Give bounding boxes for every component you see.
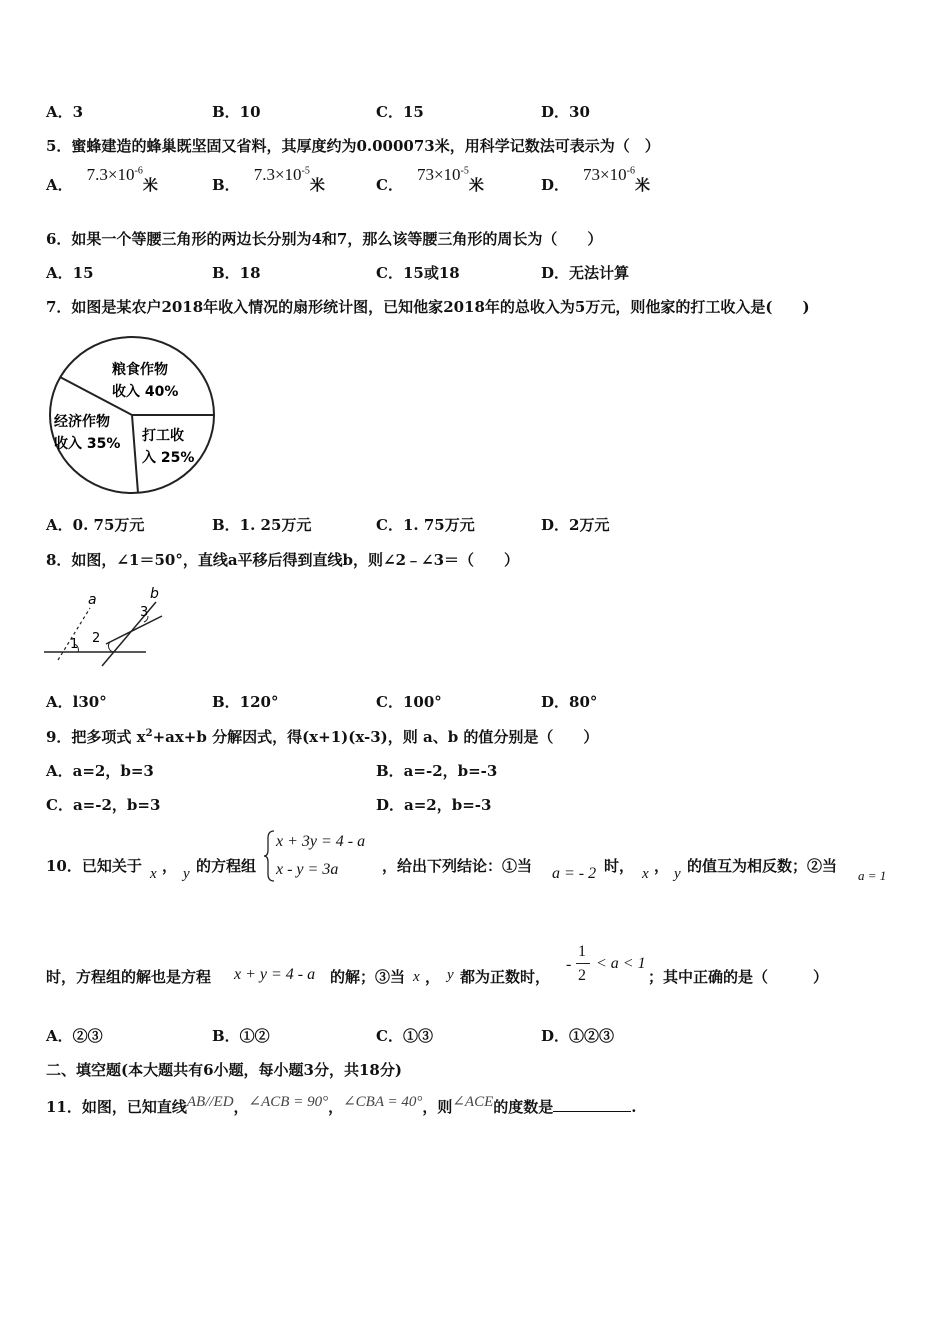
q10-system-label: 的方程组 [196,857,257,875]
q4-option-d: D．30 [541,103,590,121]
angle-2-arc [108,642,114,652]
q11-angle-acb: ∠ACB = 90° [248,1094,329,1110]
q10-comma2: ， [654,857,670,875]
transversal [106,616,162,644]
q9-option-b: B．a=-2，b=-3 [376,762,498,780]
q6-stem: 6．如果一个等腰三角形的两边长分别为4和7，那么该等腰三角形的周长为（ ） [46,230,603,248]
q9-option-c: C．a=-2，b=3 [46,796,161,814]
q10-frac-den: 2 [578,967,586,984]
q10-frac-neg: - [566,956,572,973]
pie-divider-3 [132,415,138,493]
q10-line2-b: 的解；③当 [330,968,406,986]
q5-option-c: C．$73\times 10^{-5}$米 [376,165,484,194]
pie-label-labor-2: 入 25% [142,450,195,466]
q6-option-d: D．无法计算 [541,264,630,282]
q9-stem: 9．把多项式 $x^2+ax+b$ 分解因式，得(x+1)(x-3)，则 a、b 的值分别是（ ） [46,728,599,746]
q8-option-c: C．100° [376,693,442,711]
q10-frac-bar [576,963,590,964]
q4-option-a: A．3 [46,103,84,121]
q10-frac-num: 1 [578,943,586,960]
q10-var-x2: x [642,866,649,882]
q10-cond2: a = 1 [858,868,887,883]
fig-label-1: 1 [70,637,79,652]
q10-when: 时， [604,857,635,875]
q10-var-y3: y [447,967,454,983]
answer-blank [553,1097,631,1112]
fig-label-2: 2 [92,631,101,646]
fig-label-b: b [150,586,159,602]
q10-option-b: B．①② [212,1027,270,1045]
pie-chart [44,334,224,500]
q8-option-a: A．l30° [46,693,107,711]
q5-option-b: B．$7.3\times 10^{-5}$米 [212,165,325,194]
pie-label-cash-1: 经济作物 [54,414,110,430]
fig-label-a: a [88,592,97,608]
q10-line2-a: 时，方程组的解也是方程 [46,968,212,986]
q10-conclusions-intro: ，给出下列结论：①当 [382,857,533,875]
q10-option-c: C．①③ [376,1027,433,1045]
q8-stem: 8．如图，∠1＝50°，直线a平移后得到直线b，则∠2﹣∠3＝（ ） [46,551,520,569]
q4-option-c: C．15 [376,103,424,121]
q10-comma3: ， [425,968,441,986]
q11-angle-cba: ∠CBA = 40° [343,1094,423,1110]
q10-var-x1: x [150,866,157,882]
q10-opposites: 的值互为相反数；②当 [687,857,838,875]
q10-inequality: < a < 1 [596,955,646,972]
q9-option-a: A．a=2，b=3 [46,762,154,780]
q10-eq1: x + 3y = 4 - a [276,833,366,850]
system-brace [264,830,276,882]
q7-option-c: C．1. 75万元 [376,516,475,534]
pie-label-cash-2: 收入 35% [54,436,121,452]
section-heading: 二、填空题(本大题共有6小题，每小题3分，共18分) [46,1061,402,1079]
q10-eq2: x - y = 3a [276,861,339,878]
q10-eq3: x + y = 4 - a [234,966,316,983]
q8-option-b: B．120° [212,693,279,711]
q11-stem: 11．如图，已知直线AB//ED，∠ACB = 90°，∠CBA = 40°，则∠ACE的度数是 . [46,1094,637,1116]
q7-stem: 7．如图是某农户2018年收入情况的扇形统计图，已知他家2018年的总收入为5万元，则他家的打工收入是( ) [46,298,810,316]
q10-var-y2: y [674,866,681,882]
q9-option-d: D．a=2，b=-3 [376,796,492,814]
q10-line2-d: ；其中正确的是（ ） [648,968,829,986]
q7-option-a: A．0. 75万元 [46,516,145,534]
pie-label-grain-1: 粮食作物 [112,362,168,378]
q5-option-a: A．$7.3\times 10^{-6}$米 [46,165,158,194]
q5-stem: 5．蜜蜂建造的蜂巢既坚固又省料，其厚度约为0.000073米，用科学记数法可表示为（ ） [46,137,660,155]
q6-option-b: B．18 [212,264,261,282]
q8-figure [44,584,164,672]
q10-comma1: ， [162,857,178,875]
q10-option-a: A．②③ [46,1027,103,1045]
q6-option-c: C．15或18 [376,264,460,282]
q5-option-d: D．$73\times 10^{-6}$米 [541,165,650,194]
pie-label-labor-1: 打工收 [142,428,184,444]
q4-option-b: B．10 [212,103,261,121]
q11-angle-ace: ∠ACE [452,1094,494,1110]
q10-var-y1: y [183,866,190,882]
fig-label-3: 3 [140,605,149,620]
q6-option-a: A．15 [46,264,94,282]
q7-option-d: D．2万元 [541,516,610,534]
pie-label-grain-2: 收入 40% [112,384,179,400]
q10-intro: 10．已知关于 [46,857,142,875]
q10-line2-c: 都为正数时， [460,968,551,986]
q10-option-d: D．①②③ [541,1027,615,1045]
q10-cond1: a = - 2 [552,865,597,882]
q10-var-x3: x [413,969,420,985]
q8-option-d: D．80° [541,693,598,711]
q11-parallel: AB//ED [186,1094,234,1110]
q7-option-b: B．1. 25万元 [212,516,312,534]
